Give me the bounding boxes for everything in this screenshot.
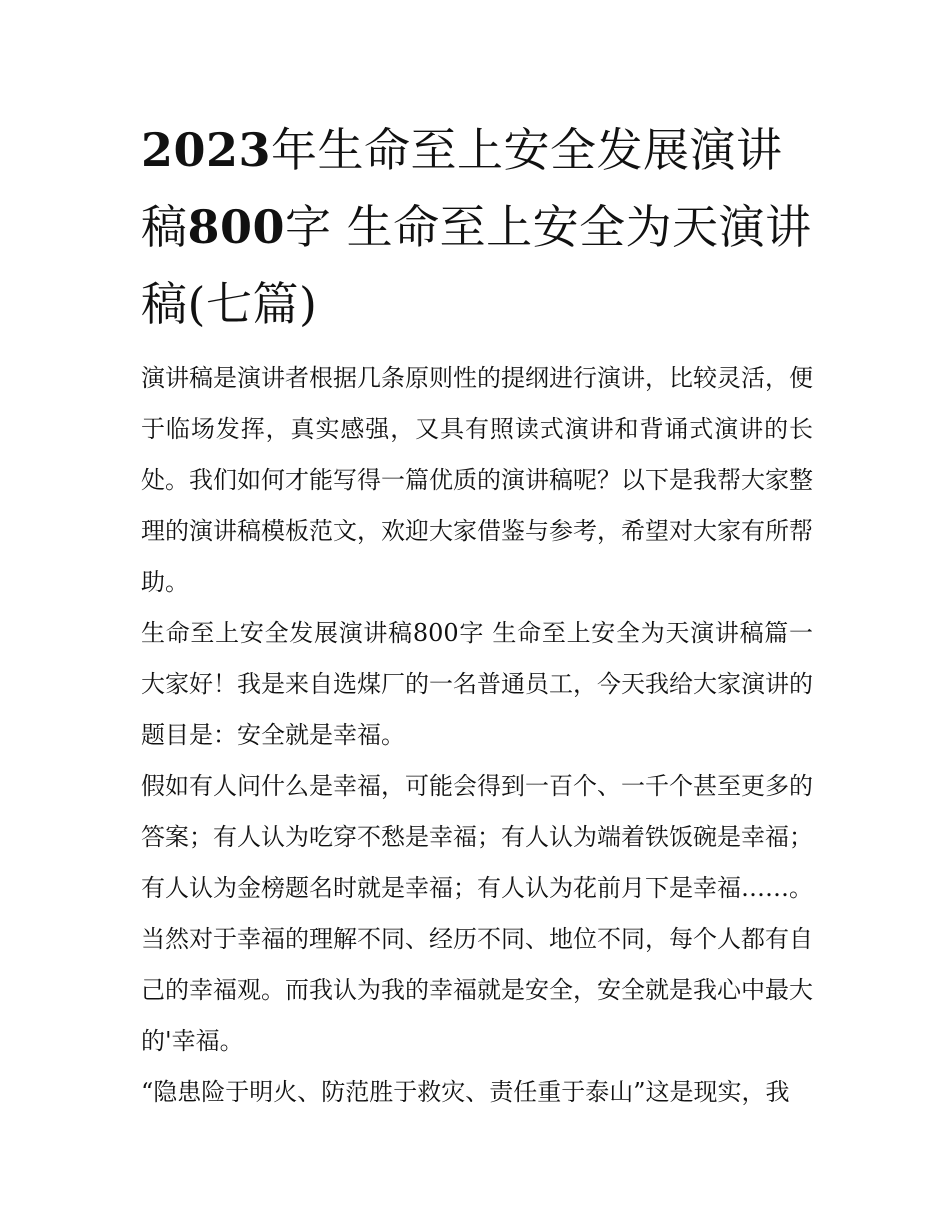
title-year: 2023 [141,123,272,177]
document-body [141,112,813,1118]
title-part-1: 年生命至上安全发展演讲稿 [141,123,783,254]
title-part-2: 字 生命至上安全为天演讲稿(七篇) [141,200,812,331]
document-title [141,112,813,343]
safety-quote-paragraph: “隐患险于明火、防范胜于救灾、责任重于泰山”这是现实，我 [141,1078,790,1106]
speech-one-opening-paragraph: 生命至上安全发展演讲稿800字 生命至上安全为天演讲稿篇一 大家好！我是来自选煤厂的一名普通员工，今天我给大家演讲的题目是：安全就是幸福。 [141,619,813,749]
title-word-count: 800 [187,200,286,254]
happiness-paragraph: 假如有人问什么是幸福，可能会得到一百个、一千个甚至更多的答案；有人认为吃穿不愁是幸福；有人认为端着铁饭碗是幸福；有人认为金榜题名时就是幸福；有人认为花前月下是幸福……。当然对于幸福的理解不同、经历不同、地位不同，每个人都有自己的幸福观。而我认为我的幸福就是安全，安全就是我心中最大的'幸福。 [141,772,813,1055]
intro-paragraph: 演讲稿是演讲者根据几条原则性的提纲进行演讲，比较灵活，便于临场发挥，真实感强，又具有照读式演讲和背诵式演讲的长处。我们如何才能写得一篇优质的演讲稿呢？以下是我帮大家整理的演讲稿模板范文，欢迎大家借鉴与参考，希望对大家有所帮助。 [141,364,813,596]
